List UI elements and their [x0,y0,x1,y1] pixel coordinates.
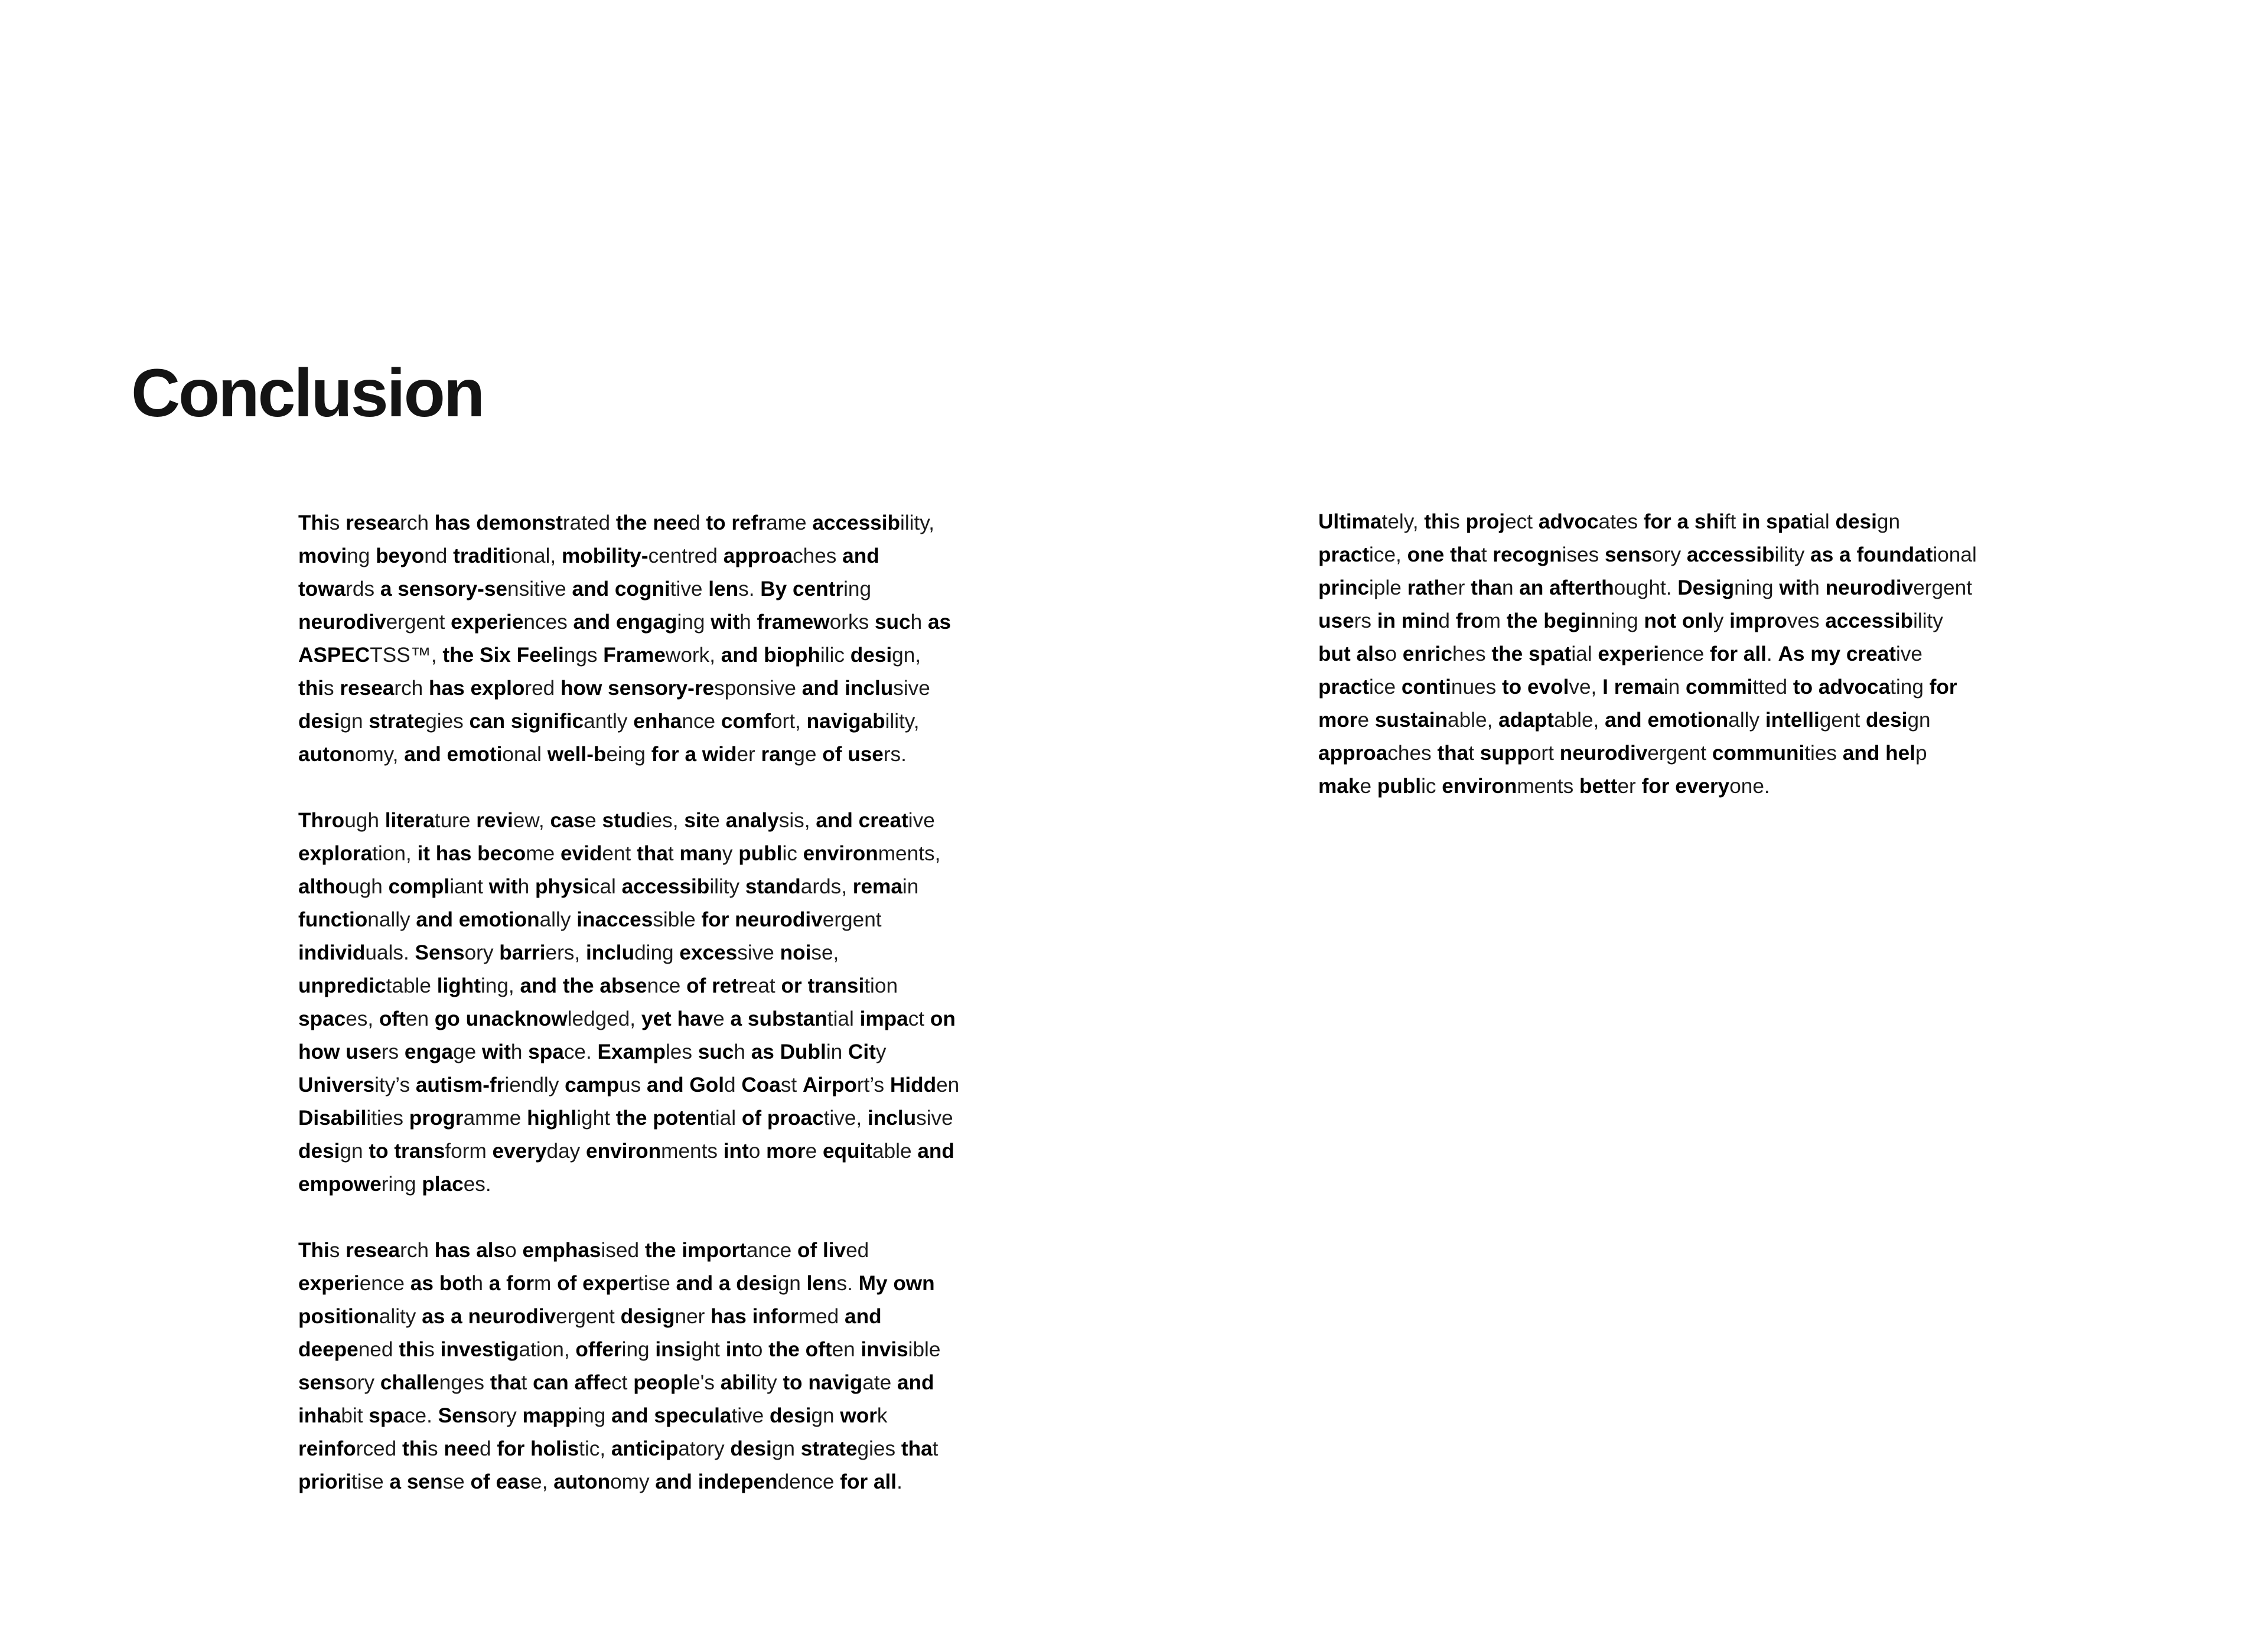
conclusion-paragraph-3: This research has also emphasised the importance of lived experience as both a form of expertise and a design lens. My own positionality as a neurodivergent designer has informed and deepened this investigation, offering insight into the often invisible sensory challenges that can affect people's ability to navigate and inhabit space. Sensory mapping and speculative design work reinforced this need for holistic, anticipatory design strategies that prioritise a sense of ease, autonomy and independence for all. [298,1239,941,1493]
conclusion-paragraph-4: Ultimately, this project advocates for a shift in spatial design practice, one that recognises sensory accessibility as a foundational principle rather than an afterthought. Designing with neurodivergent users in mind from the beginning not only improves accessibility but also enriches the spatial experience for all. As my creative practice continues to evolve, I remain committed to advocating for more sustainable, adaptable, and emotionally intelligent design approaches that support neurodivergent communities and help make public environments better for everyone. [1318,510,1977,798]
page-title: Conclusion [131,355,484,431]
left-text-column [298,507,960,1532]
conclusion-paragraph-2: Through literature review, case studies, site analysis, and creative exploration, it has become evident that many public environments, although compliant with physical accessibility standards, remain functionally and emotionally inaccessible for neurodivergent individuals. Sensory barriers, including excessive noise, unpredictable lighting, and the absence of retreat or transition spaces, often go unacknowledged, yet have a substantial impact on how users engage with space. Examples such as Dublin City University’s autism-friendly campus and Gold Coast Airport’s Hidden Disabilities programme highlight the potential of proactive, inclusive design to transform everyday environments into more equitable and empowering places. [298,809,960,1196]
conclusion-paragraph-1: This research has demonstrated the need to reframe accessibility, moving beyond traditional, mobility-centred approaches and towards a sensory-sensitive and cognitive lens. By centring neurodivergent experiences and engaging with frameworks such as ASPECTSS™, the Six Feelings Framework, and biophilic design, this research has explored how sensory-responsive and inclusive design strategies can significantly enhance comfort, navigability, autonomy, and emotional well-being for a wider range of users. [298,511,951,766]
right-text-column [1318,505,1980,836]
